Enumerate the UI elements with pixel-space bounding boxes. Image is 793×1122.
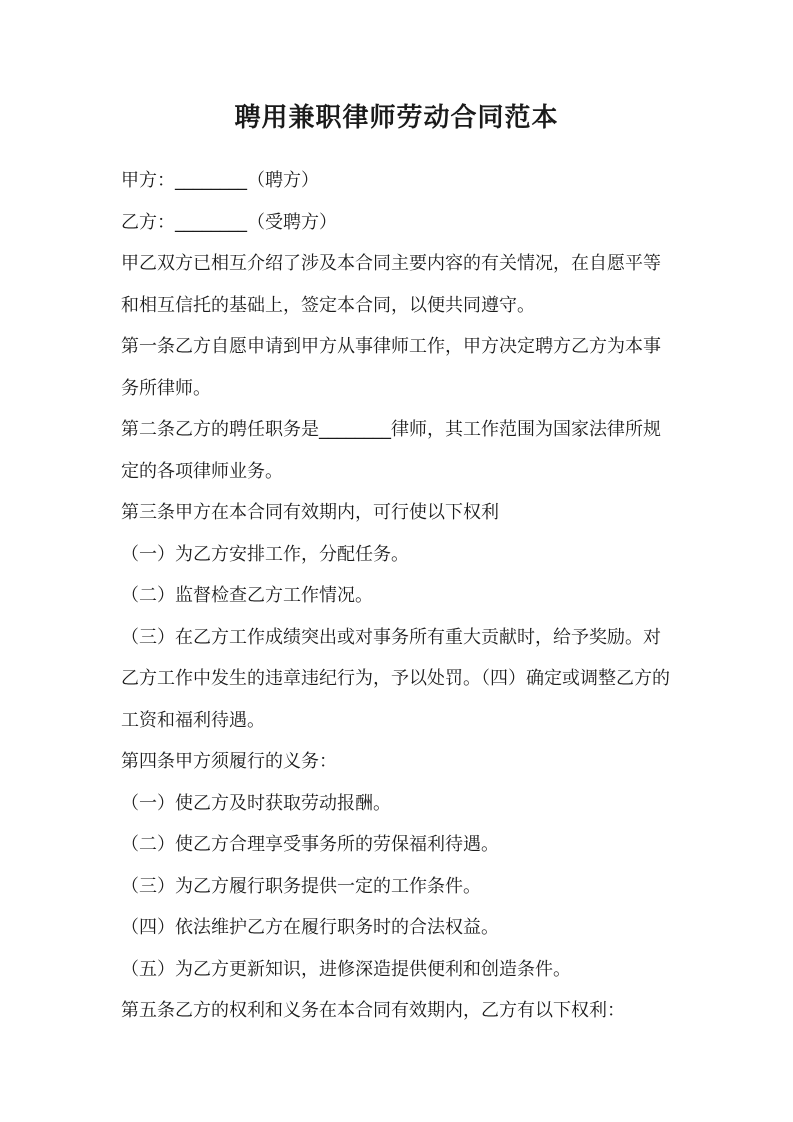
article-5-heading: 第五条乙方的权利和义务在本合同有效期内，乙方有以下权利： <box>121 1000 625 1021</box>
article-4-item-2: （二）使乙方合理享受事务所的劳保福利待遇。 <box>121 834 499 855</box>
article-3-item-2: （二）监督检查乙方工作情况。 <box>121 585 373 606</box>
article-3-item-1: （一）为乙方安排工作，分配任务。 <box>121 543 409 565</box>
party-a-line: 甲方：________（聘方） <box>121 170 319 191</box>
article-4-item-5: （五）为乙方更新知识，进修深造提供便利和创造条件。 <box>121 958 571 980</box>
article-2-paragraph: 第二条乙方的聘任职务是________律师，其工作范围为国家法律所规定的各项律师业务。 <box>121 419 661 482</box>
article-4-item-3: （三）为乙方履行职务提供一定的工作条件。 <box>121 875 481 897</box>
article-3-item-3: （三）在乙方工作成绩突出或对事务所有重大贡献时，给予奖励。对乙方工作中发生的违章违纪行为，予以处罚。（四）确定或调整乙方的工资和福利待遇。 <box>121 626 670 731</box>
party-b-line: 乙方：________（受聘方） <box>121 211 337 233</box>
article-4-item-1: （一）使乙方及时获取劳动报酬。 <box>121 792 391 814</box>
article-4-heading: 第四条甲方须履行的义务： <box>121 751 337 772</box>
document-body <box>121 160 677 1032</box>
article-1-paragraph: 第一条乙方自愿申请到甲方从事律师工作，甲方决定聘方乙方为本事务所律师。 <box>121 336 661 399</box>
document-title: 聘用兼职律师劳动合同范本 <box>234 103 559 133</box>
preamble-paragraph: 甲乙双方已相互介绍了涉及本合同主要内容的有关情况，在自愿平等和相互信托的基础上，签定本合同，以便共同遵守。 <box>121 253 661 316</box>
article-3-heading: 第三条甲方在本合同有效期内，可行使以下权利 <box>121 502 499 523</box>
article-4-item-4: （四）依法维护乙方在履行职务时的合法权益。 <box>121 917 499 938</box>
